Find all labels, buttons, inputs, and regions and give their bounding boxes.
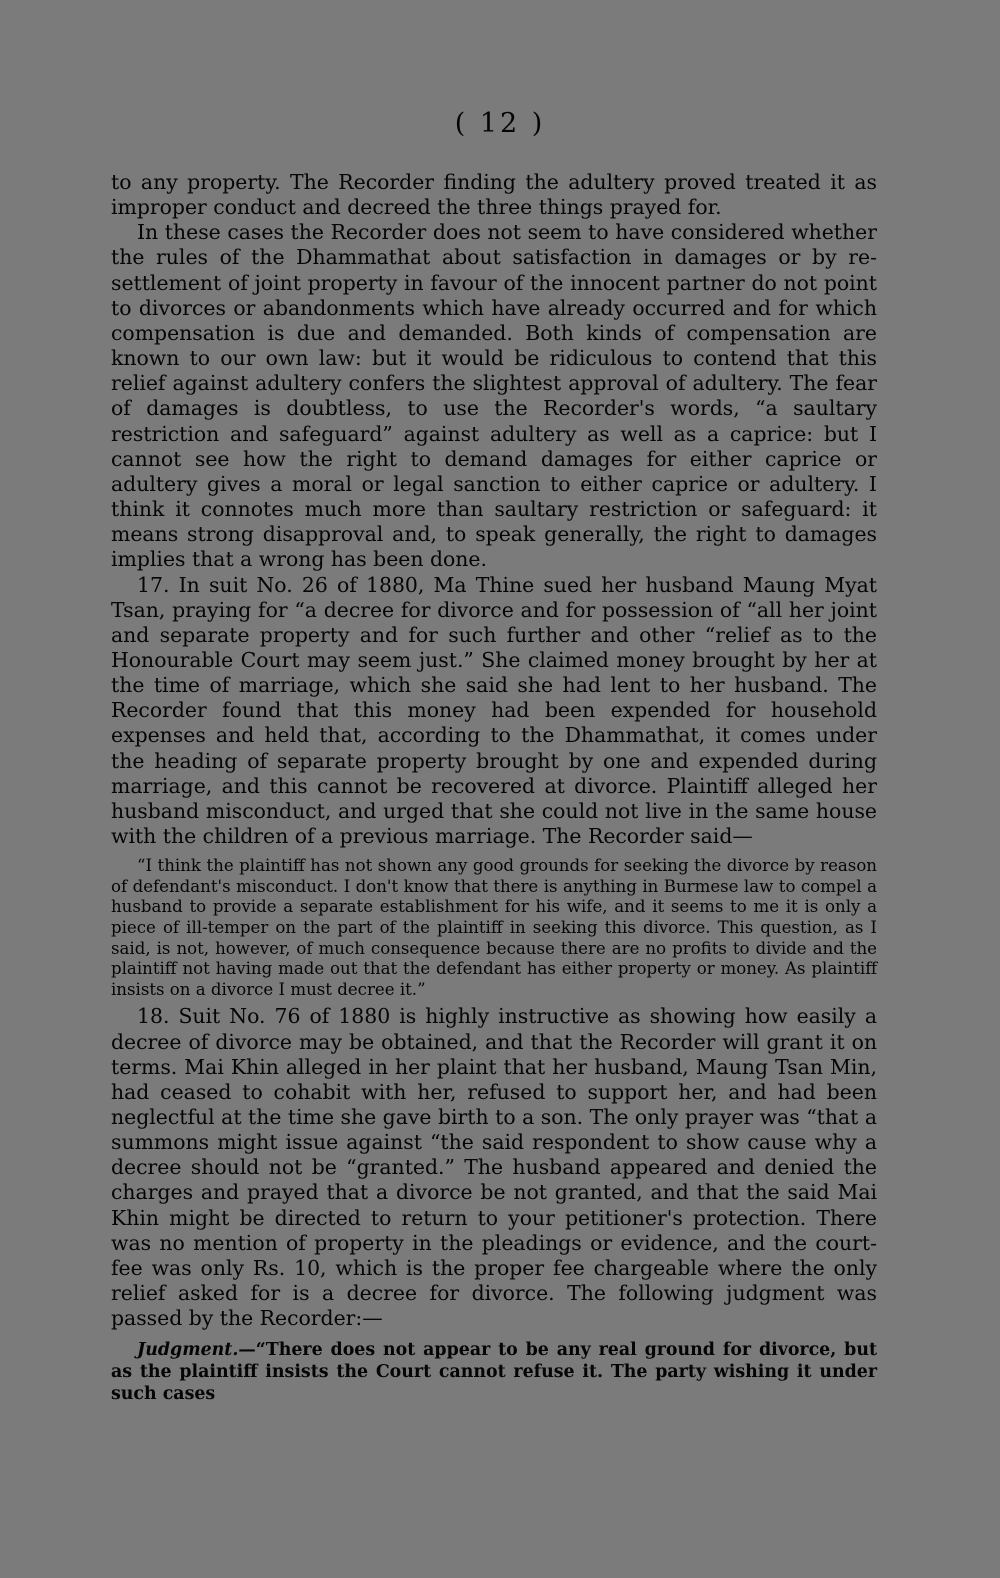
paragraph-section-18: 18. Suit No. 76 of 1880 is highly instructive as showing how easily a decree of divorce may be obtained, and that the Recorder will grant it on terms. Mai Khin alleged in her plaint that her husband, Maung Tsan Min, had ceased to cohabit with her, refused to support her, and had been neglectful at the time she gave birth to a son. The only prayer was “that a summons might issue against “the said respondent to show cause why a decree should not be “granted.” The husband appeared and denied the charges and prayed that a divorce be not granted, and that the said Mai Khin might be directed to return to your petitioner's protection. There was no mention of property in the pleadings or evidence, and the court-fee was only Rs. 10, which is the proper fee chargeable where the only relief asked for is a decree for divorce. The following judgment was passed by the Recorder:— [111,1004,877,1331]
paragraph-continuation: to any property. The Recorder finding the adultery proved treated it as improper conduct and decreed the three things prayed for. [111,170,877,220]
page-number: ( 12 ) [454,108,546,139]
paragraph-commentary: In these cases the Recorder does not seem to have considered whether the rules of the Dhammathat about satisfaction in damages or by re-settlement of joint property in favour of the innocent partner do not point to divorces or abandonments which have already occurred and for which compensation is due and demanded. Both kinds of compensation are known to our own law: but it would be ridiculous to contend that this relief against adultery confers the slightest approval of adultery. The fear of damages is doubtless, to use the Recorder's words, “a saultary restriction and safeguard” against adultery as well as a caprice: but I cannot see how the right to demand damages for either caprice or adultery gives a moral or legal sanction to either caprice or adultery. I think it connotes much more than saultary restriction or safeguard: it means strong disapproval and, to speak generally, the right to damages implies that a wrong has been done. [111,220,877,572]
body-text [111,170,877,1405]
judgment-text: —“There does not appear to be any real ground for divorce, but as the plaintiff insists the Court cannot refuse it. The party wishing it under such cases [111,1340,877,1405]
judgment-paragraph [111,1339,877,1405]
block-quote-recorder: “I think the plaintiff has not shown any good grounds for seeking the divorce by reason of defendant's misconduct. I don't know that there is anything in Burmese law to compel a husband to provide a separate establishment for his wife, and it seems to me it is only a piece of ill-temper on the part of the plaintiff in seeking this divorce. This question, as I said, is not, however, of much consequence because there are no profits to divide and the plaintiff not having made out that the defendant has either property or money. As plaintiff insists on a divorce I must decree it.” [111,856,877,999]
paragraph-section-17: 17. In suit No. 26 of 1880, Ma Thine sued her husband Maung Myat Tsan, praying for “a decree for divorce and for possession of “all her joint and separate property and for such further and other “relief as to the Honourable Court may seem just.” She claimed money brought by her at the time of marriage, which she said she had lent to her husband. The Recorder found that this money had been expended for household expenses and held that, according to the Dhammathat, it comes under the heading of separate property brought by one and expended during marriage, and this cannot be recovered at divorce. Plaintiff alleged her husband misconduct, and urged that she could not live in the same house with the children of a previous marriage. The Recorder said— [111,572,877,849]
judgment-label: Judgment. [137,1340,239,1361]
